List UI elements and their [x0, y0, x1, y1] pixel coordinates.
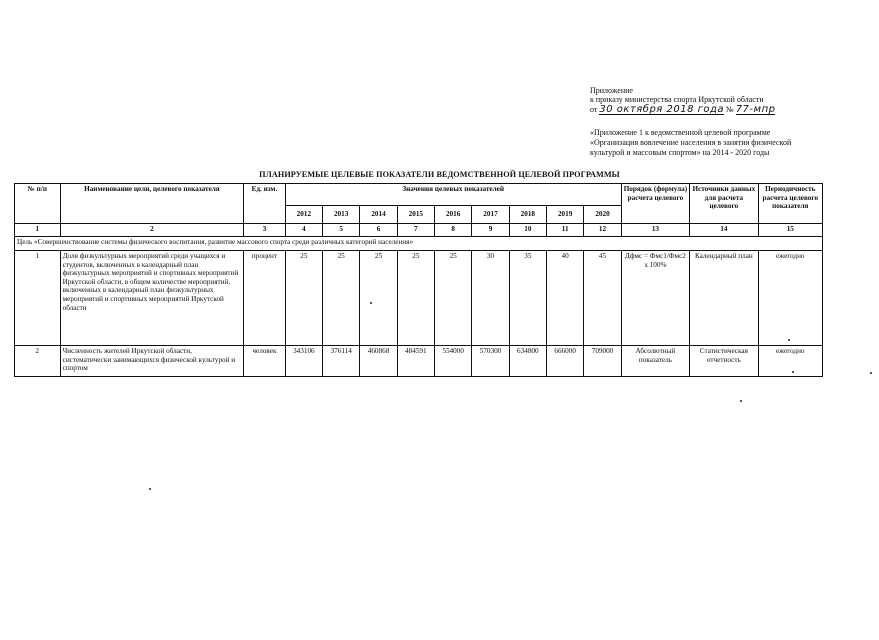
- goal-text: Цель «Совершенствование системы физического воспитания, развитие массового спорта среди различных категорий населения»: [15, 237, 823, 251]
- scan-speck: [870, 372, 872, 374]
- header-year: 2020: [584, 206, 621, 224]
- header-year: 2015: [397, 206, 434, 224]
- row-unit: человек: [244, 346, 285, 377]
- header-name: Наименование цели, целевого показателя: [60, 184, 244, 224]
- scan-speck: [370, 302, 372, 304]
- header-year: 2012: [285, 206, 322, 224]
- appendix-block: [590, 86, 850, 158]
- row-value: 666000: [546, 346, 583, 377]
- column-number: 12: [584, 224, 621, 237]
- row-value: 45: [584, 251, 621, 346]
- row-value: 35: [509, 251, 546, 346]
- column-number: 5: [323, 224, 360, 237]
- from-label: от: [590, 104, 598, 114]
- column-number: 4: [285, 224, 322, 237]
- row-formula: Дфмс = Фмс1/Фмс2 х 100%: [621, 251, 689, 346]
- column-number: 14: [690, 224, 758, 237]
- header-formula: Порядок (формула) расчета целевого: [621, 184, 689, 224]
- column-numbers-row: [15, 224, 823, 237]
- appendix-reference: «Приложение 1 к ведомственной целевой программе «Организация вовлечение населения в занятия физической культурой и массовым спортом» на 2014 - 2020 годы: [590, 127, 792, 157]
- column-number: 7: [397, 224, 434, 237]
- row-value: 709000: [584, 346, 621, 377]
- header-year: 2019: [546, 206, 583, 224]
- column-number: 10: [509, 224, 546, 237]
- row-formula: Абсолютный показатель: [621, 346, 689, 377]
- table-row: [15, 346, 823, 377]
- row-value: 30: [472, 251, 509, 346]
- row-value: 40: [546, 251, 583, 346]
- header-unit: Ед. изм.: [244, 184, 285, 224]
- column-number: 1: [15, 224, 61, 237]
- header-year: 2017: [472, 206, 509, 224]
- header-year: 2014: [360, 206, 397, 224]
- row-value: 554000: [435, 346, 472, 377]
- row-value: 460868: [360, 346, 397, 377]
- row-num: 1: [15, 251, 61, 346]
- header-periodicity: Периодичность расчета целевого показателя: [758, 184, 822, 224]
- column-number: 3: [244, 224, 285, 237]
- table-row: [15, 251, 823, 346]
- column-number: 2: [60, 224, 244, 237]
- column-number: 13: [621, 224, 689, 237]
- header-values-group: Значения целевых показателей: [285, 184, 621, 206]
- scan-speck: [149, 488, 151, 490]
- appendix-line-1: Приложение: [590, 86, 633, 95]
- page-title: ПЛАНИРУЕМЫЕ ЦЕЛЕВЫЕ ПОКАЗАТЕЛИ ВЕДОМСТВЕННОЙ ЦЕЛЕВОЙ ПРОГРАММЫ: [259, 170, 620, 179]
- scan-speck: [740, 400, 742, 402]
- column-number: 9: [472, 224, 509, 237]
- column-number: 8: [435, 224, 472, 237]
- row-value: 25: [360, 251, 397, 346]
- row-value: 25: [435, 251, 472, 346]
- scan-speck: [792, 371, 794, 373]
- handwritten-date: 30 октября 2018 года: [599, 103, 725, 115]
- row-value: 25: [397, 251, 434, 346]
- row-name: Доля физкультурных мероприятий среди учащихся и студентов, включенных в календарный план физкультурных мероприятий и спортивных мероприятий Иркутской области, в общем количестве мероприятий, включенных в календарный план физкультурных мероприятий и спортивных мероприятий Иркутской области: [60, 251, 244, 346]
- appendix-date-line: [590, 105, 850, 115]
- appendix-line-2: к приказу министерства спорта Иркутской области: [590, 95, 764, 105]
- header-year: 2013: [323, 206, 360, 224]
- row-periodicity: ежегодно: [758, 251, 822, 346]
- header-year: 2016: [435, 206, 472, 224]
- row-source: Статистическая отчетность: [690, 346, 758, 377]
- row-value: 343106: [285, 346, 322, 377]
- row-value: 25: [285, 251, 322, 346]
- column-number: 6: [360, 224, 397, 237]
- indicators-table: [14, 183, 823, 377]
- row-periodicity: ежегодно: [758, 346, 822, 377]
- row-value: 376114: [323, 346, 360, 377]
- row-num: 2: [15, 346, 61, 377]
- row-name: Численность жителей Иркутской области, систематически занимающихся физической культурой и спортом: [60, 346, 244, 377]
- number-label: №: [726, 104, 734, 114]
- header-num: № п/п: [15, 184, 61, 224]
- row-value: 484591: [397, 346, 434, 377]
- row-value: 25: [323, 251, 360, 346]
- header-sources: Источники данных для расчета целевого: [690, 184, 758, 224]
- row-unit: процент: [244, 251, 285, 346]
- goal-row: [15, 237, 823, 251]
- header-year: 2018: [509, 206, 546, 224]
- column-number: 15: [758, 224, 822, 237]
- row-source: Календарный план: [690, 251, 758, 346]
- column-number: 11: [546, 224, 583, 237]
- scan-speck: [788, 339, 790, 341]
- row-value: 570300: [472, 346, 509, 377]
- handwritten-number: 77-мпр: [735, 103, 776, 115]
- row-value: 634800: [509, 346, 546, 377]
